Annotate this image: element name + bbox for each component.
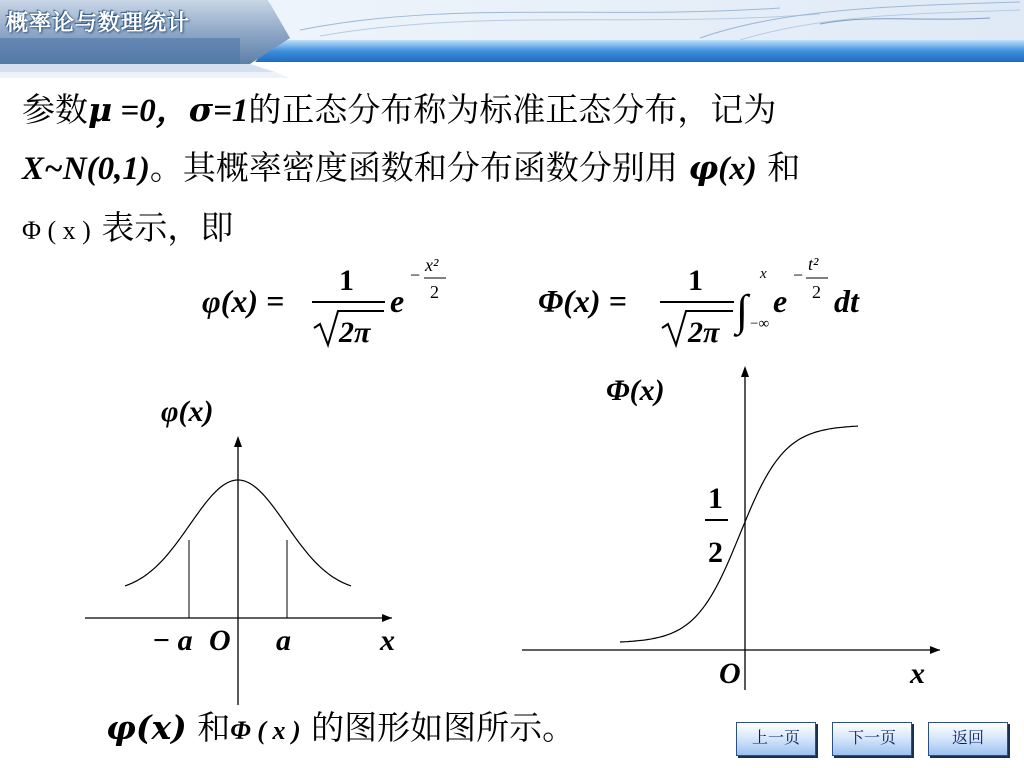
integral-lower-limit: −∞ (750, 316, 770, 332)
y-axis-arrow (741, 366, 749, 377)
caption-and: 和 (186, 708, 231, 747)
Phi-notation: Φ ( x ) (22, 216, 91, 245)
pdf-exp-denominator: 2 (430, 282, 439, 302)
text-fragment: =0， (112, 93, 189, 129)
header-banner (0, 0, 1024, 78)
cdf-exp-numerator: t² (808, 254, 819, 274)
cdf-dt: dt (834, 283, 859, 319)
normal-notation: X~N(0,1) (22, 151, 150, 187)
text-line-2 (22, 148, 800, 189)
text-line-1 (22, 90, 776, 131)
text-line-3 (22, 208, 233, 251)
y-axis-arrow (234, 436, 242, 447)
origin-label: O (719, 657, 741, 690)
pdf-exp-numerator: x² (425, 255, 439, 275)
cdf-lhs: Φ(x) = (538, 283, 627, 319)
integral-upper-limit: x (760, 266, 767, 282)
text-fragment: (x) (718, 151, 757, 187)
back-button[interactable]: 返回 (928, 722, 1008, 756)
cdf-graph (522, 366, 940, 690)
text-fragment: 和 (756, 148, 801, 187)
cdf-curve (620, 426, 858, 642)
half-numerator: 1 (708, 482, 723, 515)
text-fragment: 的正态分布称为标准正态分布，记为 (248, 90, 777, 129)
pdf-x-label: x (380, 624, 395, 657)
pdf-graph (85, 395, 395, 705)
pdf-denominator: 2π (339, 316, 371, 349)
app-title: 概率论与数理统计 (6, 11, 191, 36)
pdf-numerator: 1 (339, 264, 354, 297)
pdf-lhs: φ(x) = (202, 283, 285, 319)
cdf-numerator: 1 (688, 264, 703, 297)
sigma-symbol: σ (188, 90, 214, 129)
half-denominator: 2 (708, 536, 723, 569)
sqrt-sign (314, 311, 384, 345)
caption (106, 708, 575, 751)
tick-label-neg-a: − a (152, 624, 193, 657)
mu-symbol: μ (88, 90, 113, 129)
cdf-e: e (773, 283, 788, 319)
prev-page-button[interactable]: 上一页 (736, 722, 816, 756)
text-fragment: 表示，即 (90, 208, 234, 247)
cdf-denominator: 2π (688, 316, 720, 349)
cdf-exp-denominator: 2 (812, 282, 821, 302)
caption-Phi: Φ ( x ) (230, 716, 301, 745)
text-fragment: 参数 (22, 90, 88, 129)
caption-rest: 的图形如图所示。 (300, 708, 576, 747)
cdf-formula (538, 254, 860, 349)
origin-label: O (209, 624, 231, 657)
exp-minus: − (410, 265, 421, 285)
text-fragment: =1 (213, 93, 249, 129)
cdf-x-label: x (910, 657, 925, 690)
x-axis-arrow (930, 646, 940, 654)
exp-minus: − (793, 265, 804, 285)
text-fragment: 。其概率密度函数和分布函数分别用 (149, 148, 689, 187)
integral-sign: ∫ (736, 286, 749, 335)
caption-phi: φ(x) (106, 708, 187, 747)
phi-symbol: φ (688, 148, 719, 187)
tick-label-a: a (276, 624, 291, 657)
next-page-button[interactable]: 下一页 (832, 722, 912, 756)
pdf-y-label: φ(x) (161, 395, 214, 428)
bell-curve (125, 480, 351, 586)
pdf-formula (202, 255, 446, 349)
x-axis-arrow (382, 614, 392, 622)
cdf-y-label: Φ(x) (606, 374, 665, 407)
sqrt-sign (662, 311, 733, 345)
pdf-e: e (390, 283, 405, 319)
